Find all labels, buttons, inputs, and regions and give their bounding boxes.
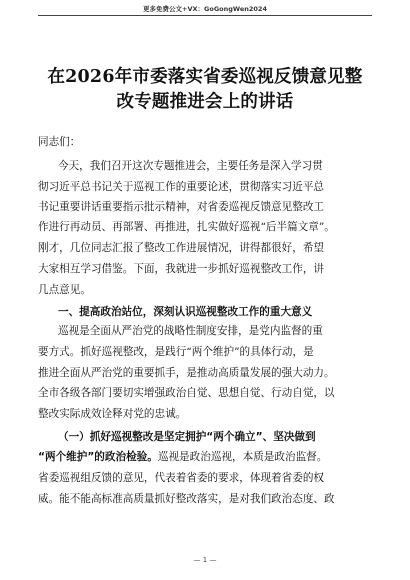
paragraph-line: 刚才，几位同志汇报了整改工作进展情况，讲得都很好，希望 xyxy=(38,242,325,254)
header-divider xyxy=(38,15,372,16)
paragraph-line: 作进行再动员、再部署、再推进，扎实做好巡视“后半篇文章”。 xyxy=(38,221,335,233)
paragraph-text: 巡视是政治巡视，本质是政治监督。 xyxy=(157,451,328,463)
paragraph-line: 要方式。抓好巡视整改，是践行“两个维护”的具体行动，是 xyxy=(38,346,314,358)
document-title-line-1: 在2026年市委落实省委巡视反馈意见整 xyxy=(47,67,363,87)
subsection-heading-cont: “两个维护”的政治检验。 xyxy=(38,451,158,463)
paragraph-line: 大家相互学习借鉴。下面，我就进一步抓好巡视整改工作，讲 xyxy=(38,263,325,275)
header-note: 更多免费公文+VX：GoGongWen2024 xyxy=(143,5,267,13)
paragraph-line: 巡视是全面从严治党的战略性制度安排，是党内监督的重 xyxy=(58,325,323,337)
salutation: 同志们： xyxy=(38,136,81,148)
paragraph-line: 省委巡视组反馈的意见，代表着省委的要求，体现着省委的权 xyxy=(38,472,325,484)
subsection-heading: （一）抓好巡视整改是坚定拥护“两个确立”、坚决做到 xyxy=(58,431,316,443)
paragraph-line xyxy=(38,450,372,464)
paragraph-line: 全市各级各部门要切实增强政治自觉、思想自觉、行动自觉，以 xyxy=(38,387,335,399)
page-number: — 1 — xyxy=(193,556,217,564)
paragraph-line: 推进全面从严治党的重要抓手，是推动高质量发展的强大动力。 xyxy=(38,367,335,379)
section-heading: 一、提高政治站位，深刻认识巡视整改工作的重大意义 xyxy=(58,306,313,318)
paragraph-line: 书记重要讲话重要指示批示精神，对省委巡视反馈意见整改工 xyxy=(38,201,325,213)
paragraph-line: 彻习近平总书记关于巡视工作的重要论述，贯彻落实习近平总 xyxy=(38,181,325,193)
document-title-line-2: 改专题推进会上的讲话 xyxy=(116,92,294,112)
paragraph-line: 今天，我们召开这次专题推进会，主要任务是深入学习贯 xyxy=(58,160,323,172)
paragraph-line: 几点意见。 xyxy=(38,284,91,296)
paragraph-line: 整改实际成效诠释对党的忠诚。 xyxy=(38,408,187,420)
paragraph-line: 威。能不能高标准高质量抓好整改落实，是对我们政治态度、政 xyxy=(38,493,335,505)
